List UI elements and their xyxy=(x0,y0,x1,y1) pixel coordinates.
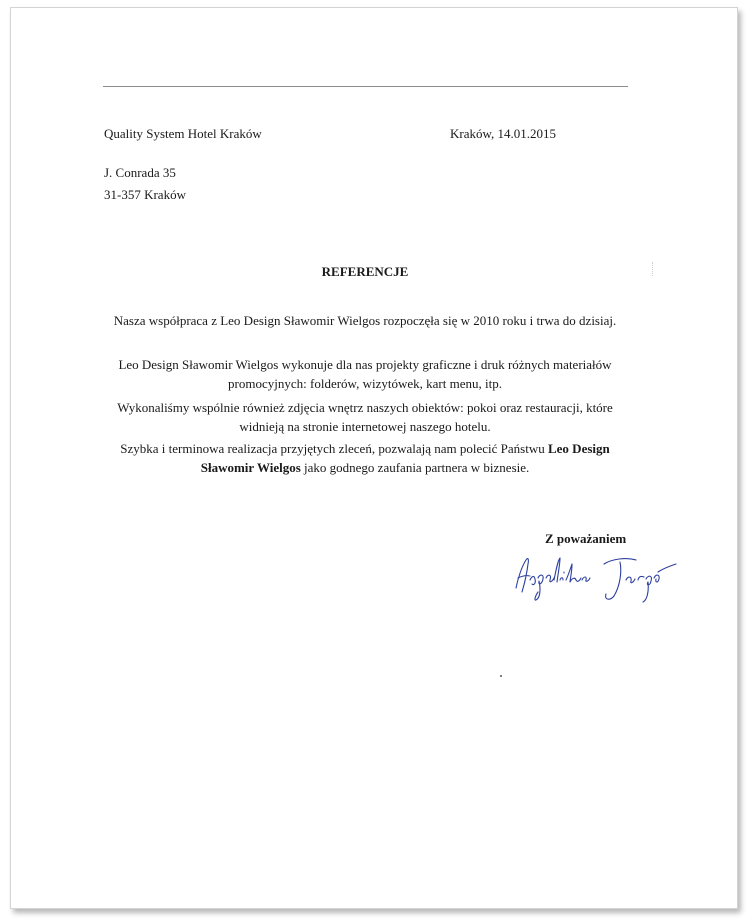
paragraph-4-line-2: jako godnego zaufania partnera w biznesie. xyxy=(304,459,530,475)
paragraph-2-line-1: Leo Design Sławomir Wielgos wykonuje dla nas projekty graficzne i druk różnych materiałów xyxy=(118,357,612,372)
scan-mark xyxy=(652,262,661,276)
paragraph-4-bold-owner: Sławomir Wielgos xyxy=(200,459,301,475)
paragraph-2-line-2: promocyjnych: folderów, wizytówek, kart menu, itp. xyxy=(228,375,502,391)
paragraph-1-text: Nasza współpraca z Leo Design Sławomir Wielgos rozpoczęła się w 2010 roku i trwa do dzisiaj. xyxy=(113,313,617,328)
paragraph-4-line-1: Szybka i terminowa realizacja przyjętych zleceń, pozwalają nam polecić Państwu xyxy=(120,441,545,456)
header-rule xyxy=(103,86,628,87)
paper-speck xyxy=(500,675,502,677)
paragraph-3-line-2: widnieją na stronie internetowej naszego hotelu. xyxy=(239,418,491,434)
paragraph-3-line-1: Wykonaliśmy wspólnie również zdjęcia wnętrz naszych obiektów: pokoi oraz restauracji, które xyxy=(117,400,613,415)
paragraph-4-bold-company: Leo Design xyxy=(547,441,610,456)
closing-phrase: Z poważaniem xyxy=(545,531,627,546)
paragraph-1 xyxy=(100,312,630,331)
paragraph-4 xyxy=(100,440,630,478)
handwritten-signature xyxy=(508,550,688,605)
address-city: 31-357 Kraków xyxy=(104,187,186,202)
paragraph-3 xyxy=(100,399,630,437)
address-street: J. Conrada 35 xyxy=(104,165,176,180)
letter-title: REFERENCJE xyxy=(321,264,409,279)
place-date: Kraków, 14.01.2015 xyxy=(450,126,557,141)
paragraph-2 xyxy=(100,356,630,394)
sender-name: Quality System Hotel Kraków xyxy=(104,126,262,141)
